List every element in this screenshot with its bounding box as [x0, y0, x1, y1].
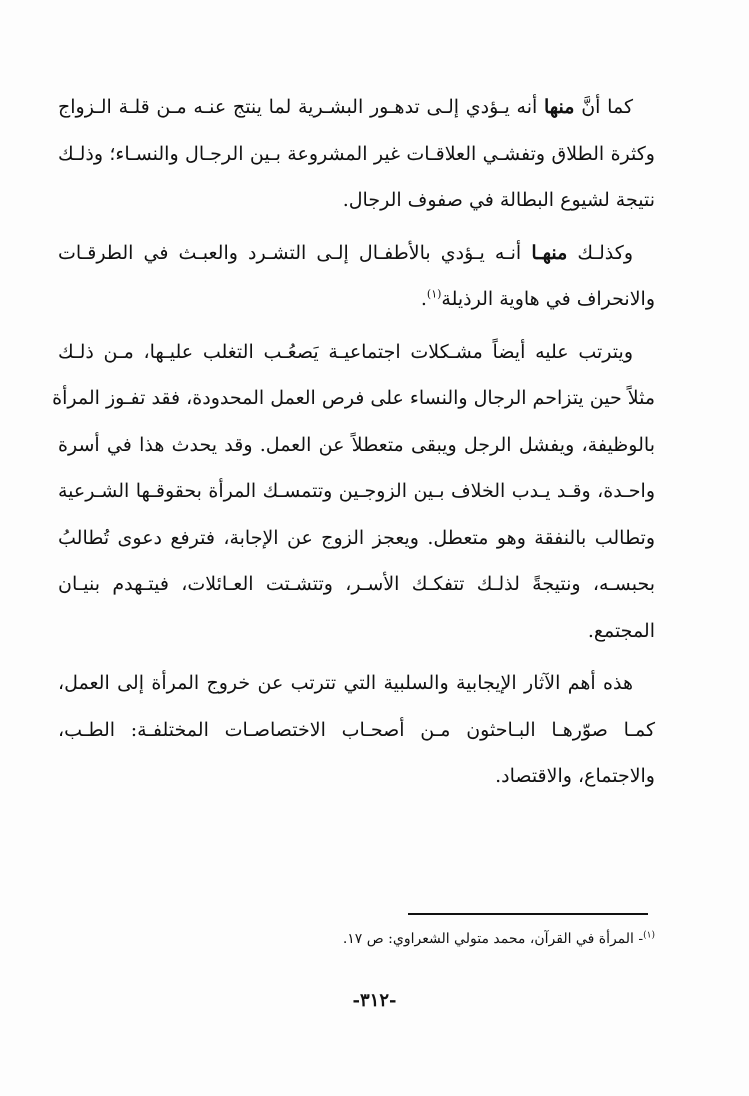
- footnote: [343, 928, 655, 950]
- paragraph-2: [58, 230, 655, 323]
- line-text: أنـه يـؤدي بالأطفـال إلـى التشـرد والعبـث في الطرقـات: [58, 241, 532, 264]
- line-text: ويترتب عليه أيضاً مشـكلات اجتماعيـة يَصعُـب التغلب عليـها، مـن ذلـك: [58, 340, 633, 363]
- paragraph-line: [58, 276, 655, 323]
- paragraph-3: [52, 329, 655, 655]
- footnote-reference: (١): [426, 287, 442, 301]
- paragraph-line: نتيجة لشيوع البطالة في صفوف الرجال.: [342, 189, 655, 211]
- paragraph-line: [58, 230, 655, 277]
- line-text: .: [420, 288, 427, 310]
- line-text: كما أنَّ: [574, 96, 633, 118]
- line-text: وكذلـك: [567, 241, 633, 264]
- body-text: [52, 84, 655, 806]
- paragraph-line: واحـدة، وقـد يـدب الخلاف بـين الزوجـين وتتمسـك المرأة بحقوقـها الشـرعية: [58, 480, 655, 502]
- paragraph-line: [58, 84, 655, 131]
- footnote-separator: [408, 913, 648, 915]
- paragraph-line: بالوظيفة، ويفشل الرجل ويبقى متعطلاً عن العمل. وقد يحدث هذا في أسرة: [58, 433, 655, 456]
- paragraph-line: بحبسـه، ونتيجةً لذلـك تتفكـك الأسـر، وتتشـتت العـائلات، فيتـهدم بنيـان: [58, 573, 655, 595]
- paragraph-line: المجتمع.: [587, 619, 655, 642]
- page-number: -٣١٢-: [352, 990, 397, 1011]
- bold-keyword: منها: [544, 96, 575, 118]
- paragraph-4: [58, 660, 655, 800]
- line-text: والانحراف في هاوية الرذيلة: [441, 288, 655, 310]
- paragraph-line: مثلاً حين يتزاحم الرجال والنساء على فرص العمل المحدودة، فقد تفـوز المرأة: [52, 387, 655, 409]
- paragraph-line: [58, 660, 655, 707]
- paragraph-line: كمـا صوّرهـا البـاحثون مـن أصحـاب الاختصاصـات المختلفـة: الطـب،: [58, 718, 655, 741]
- paragraph-line: وتطالب بالنفقة وهو متعطل. ويعجز الزوج عن الإجابة، فترفع دعوى تُطالبُ: [58, 526, 655, 549]
- footnote-text: - المرأة في القرآن، محمد متولي الشعراوي: ص ١٧.: [342, 931, 644, 947]
- paragraph-1: [58, 84, 655, 224]
- bold-keyword: منهـا: [531, 241, 568, 264]
- footnote-marker: (١): [643, 930, 655, 941]
- paragraph-line: [58, 329, 655, 376]
- paragraph-line: والاجتماع، والاقتصاد.: [495, 765, 655, 787]
- line-text: أنه يـؤدي إلـى تدهـور البشـرية لما ينتج عنـه مـن قلـة الـزواج: [58, 96, 544, 118]
- paragraph-line: وكثرة الطلاق وتفشـي العلاقـات غير المشروعة بـين الرجـال والنسـاء؛ وذلـك: [58, 142, 655, 165]
- line-text: هذه أهم الآثار الإيجابية والسلبية التي تترتب عن خروج المرأة إلى العمل،: [58, 672, 633, 694]
